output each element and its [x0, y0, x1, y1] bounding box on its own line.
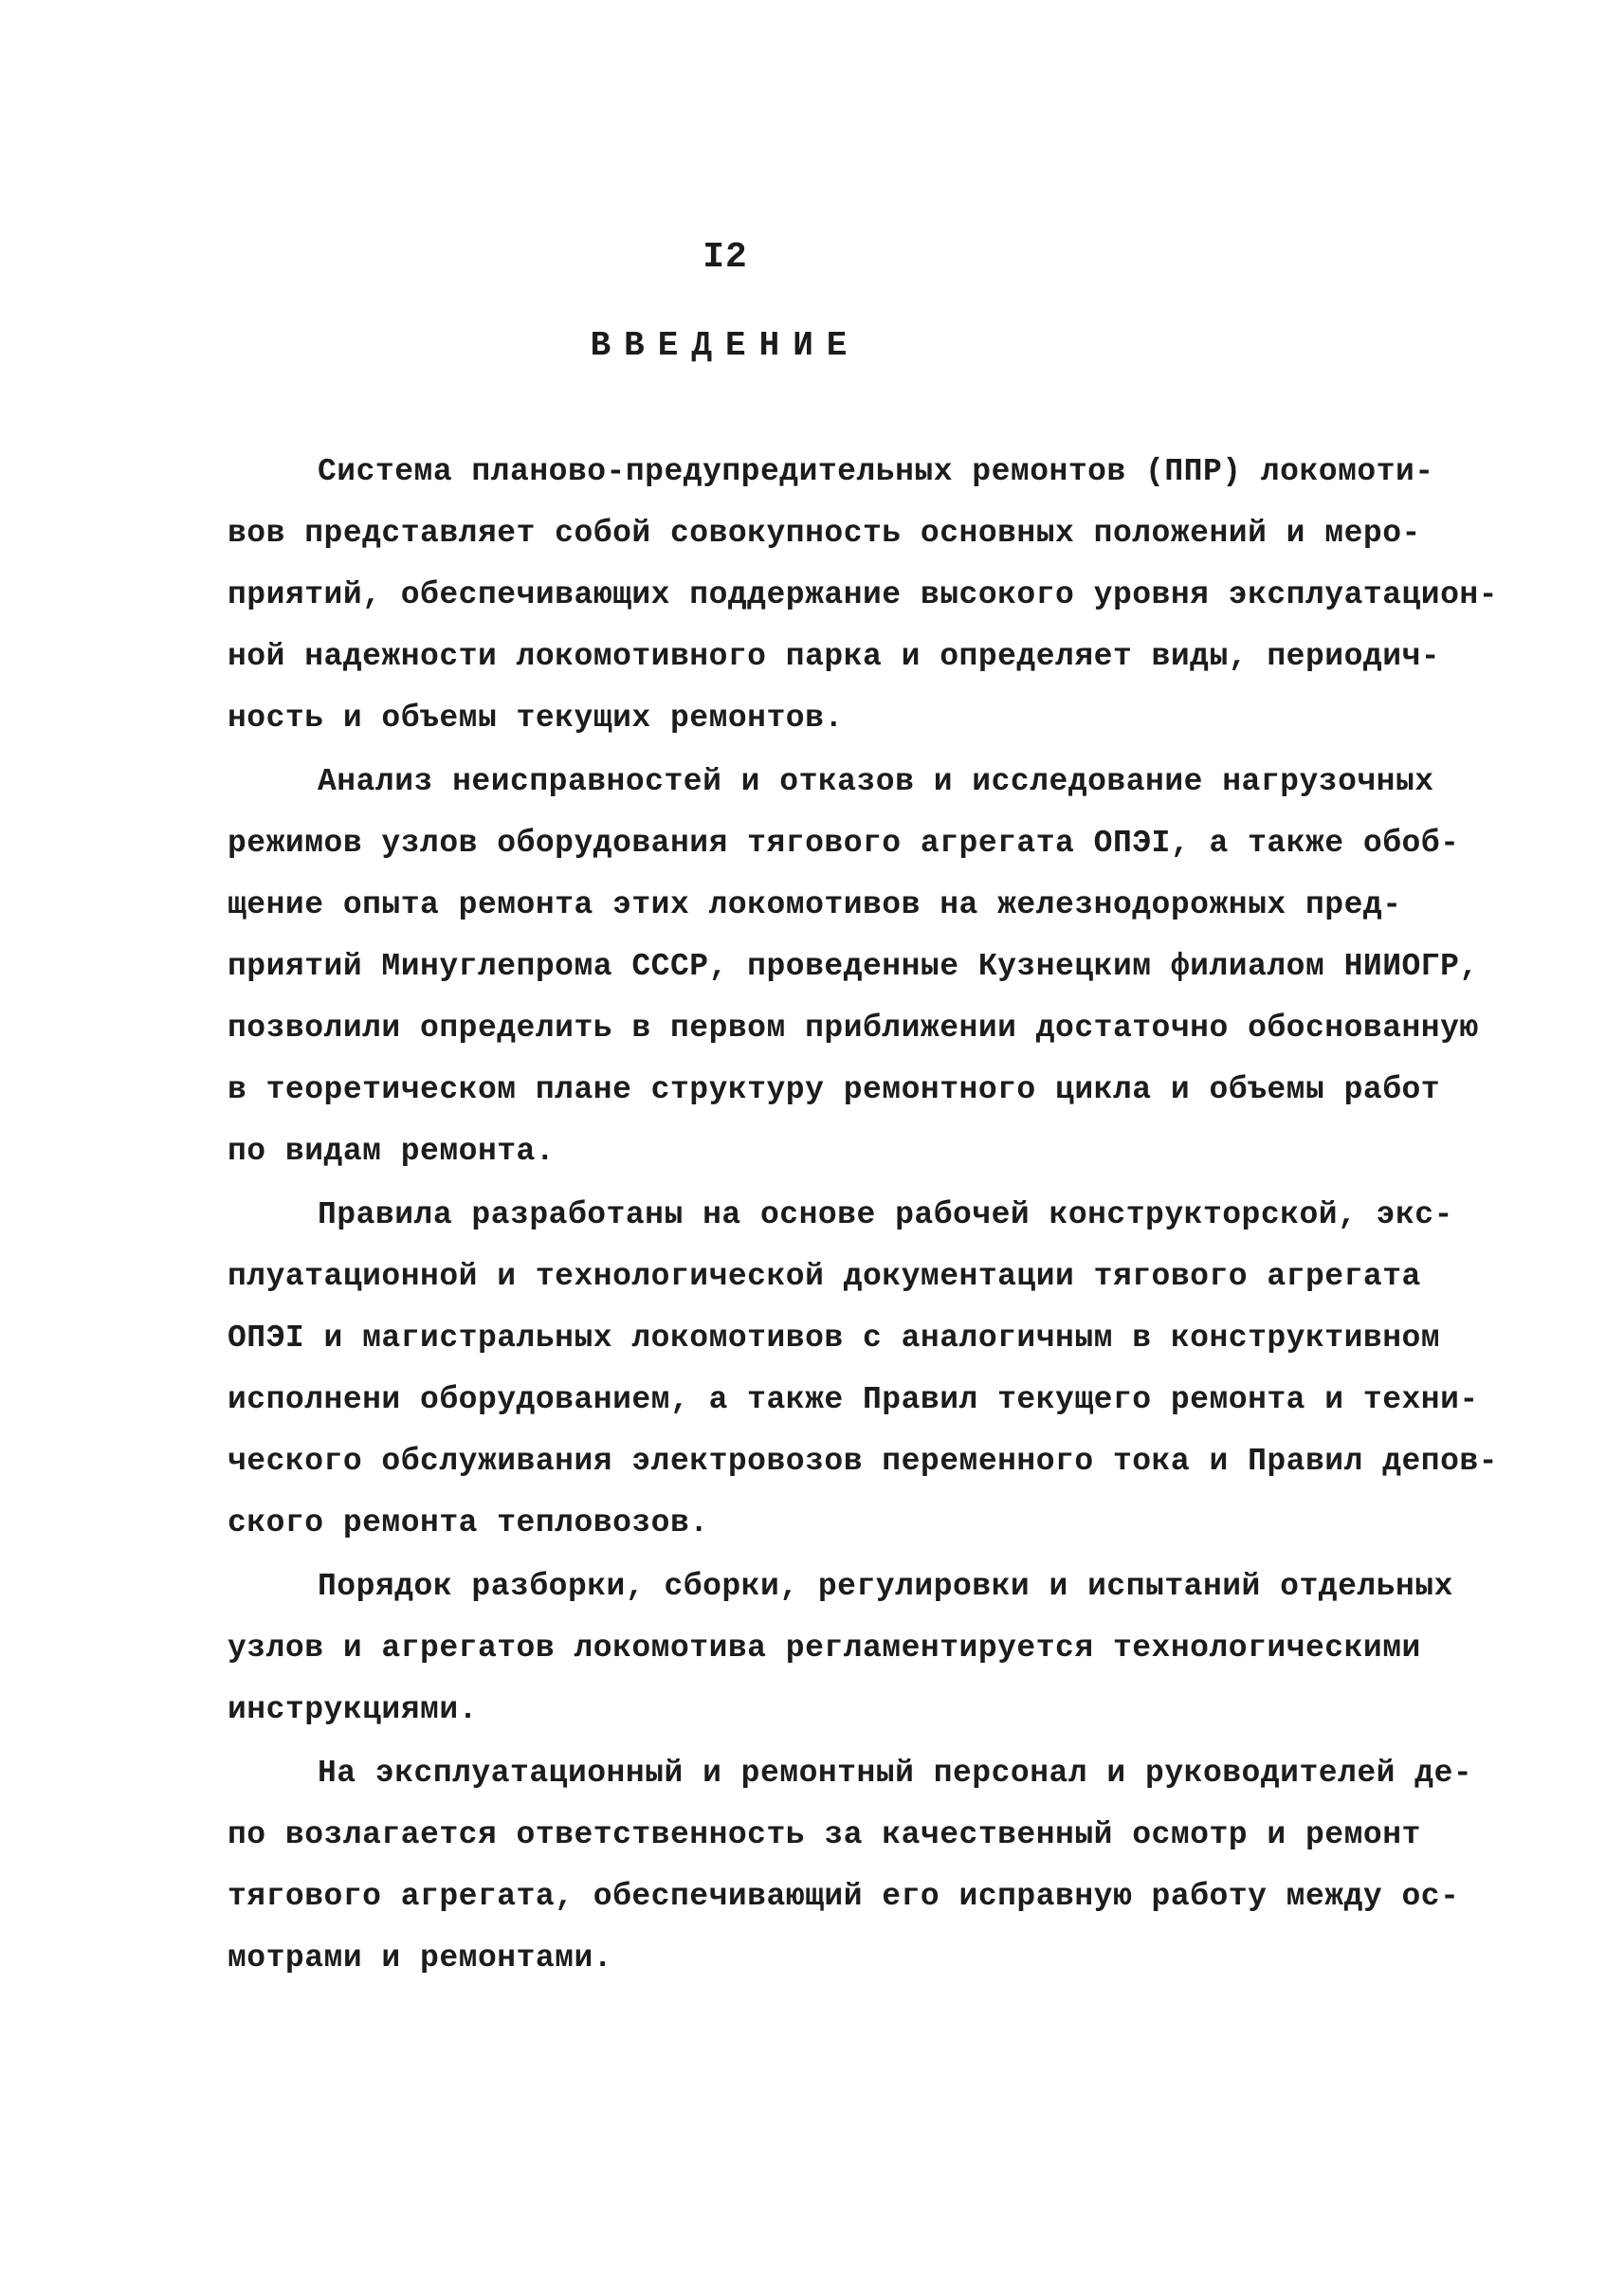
page-number: I2: [703, 237, 748, 278]
text-line: Система планово-предупредительных ремонтов (ППР) локомоти-: [318, 454, 1434, 489]
text-line: Правила разработаны на основе рабочей конструкторской, экс-: [318, 1197, 1453, 1232]
text-line: плуатационной и технологической документации тягового агрегата: [228, 1259, 1421, 1294]
text-line: приятий, обеспечивающих поддержание высокого уровня эксплуатацион-: [228, 577, 1499, 612]
text-line: исполнени оборудованием, а также Правил текущего ремонта и техни-: [228, 1382, 1479, 1417]
text-line: позволили определить в первом приближении достаточно обоснованную: [228, 1011, 1479, 1046]
text-line: по возлагается ответственность за качественный осмотр и ремонт: [228, 1817, 1421, 1852]
text-line: по видам ремонта.: [228, 1134, 556, 1169]
text-line: Анализ неисправностей и отказов и исследование нагрузочных: [318, 764, 1434, 799]
text-line: ОПЭI и магистральных локомотивов с аналогичным в конструктивном: [228, 1321, 1441, 1356]
text-line: Порядок разборки, сборки, регулировки и испытаний отдельных: [318, 1569, 1453, 1604]
text-line: тягового агрегата, обеспечивающий его исправную работу между ос-: [228, 1879, 1460, 1914]
text-line: вов представляет собой совокупность основных положений и меро-: [228, 516, 1421, 551]
text-line: инструкциями.: [228, 1692, 478, 1727]
text-line: На эксплуатационный и ремонтный персонал и руководителей де-: [318, 1756, 1473, 1791]
text-line: ность и объемы текущих ремонтов.: [228, 701, 844, 736]
text-line: режимов узлов оборудования тягового агрегата ОПЭI, а также обоб-: [228, 826, 1460, 861]
text-line: приятий Минуглепрома СССР, проведенные Кузнецким филиалом НИИОГР,: [228, 949, 1479, 984]
text-line: щение опыта ремонта этих локомотивов на железнодорожных пред-: [228, 887, 1402, 922]
text-line: в теоретическом плане структуру ремонтного цикла и объемы работ: [228, 1072, 1441, 1107]
text-line: мотрами и ремонтами.: [228, 1940, 613, 1976]
text-line: ческого обслуживания электровозов переменного тока и Правил депов-: [228, 1444, 1499, 1479]
text-line: узлов и агрегатов локомотива регламентируется технологическими: [228, 1630, 1421, 1666]
text-line: ной надежности локомотивного парка и определяет виды, периодич-: [228, 639, 1441, 674]
text-line: ского ремонта тепловозов.: [228, 1505, 709, 1540]
section-heading: ВВЕДЕНИЕ: [590, 326, 861, 365]
